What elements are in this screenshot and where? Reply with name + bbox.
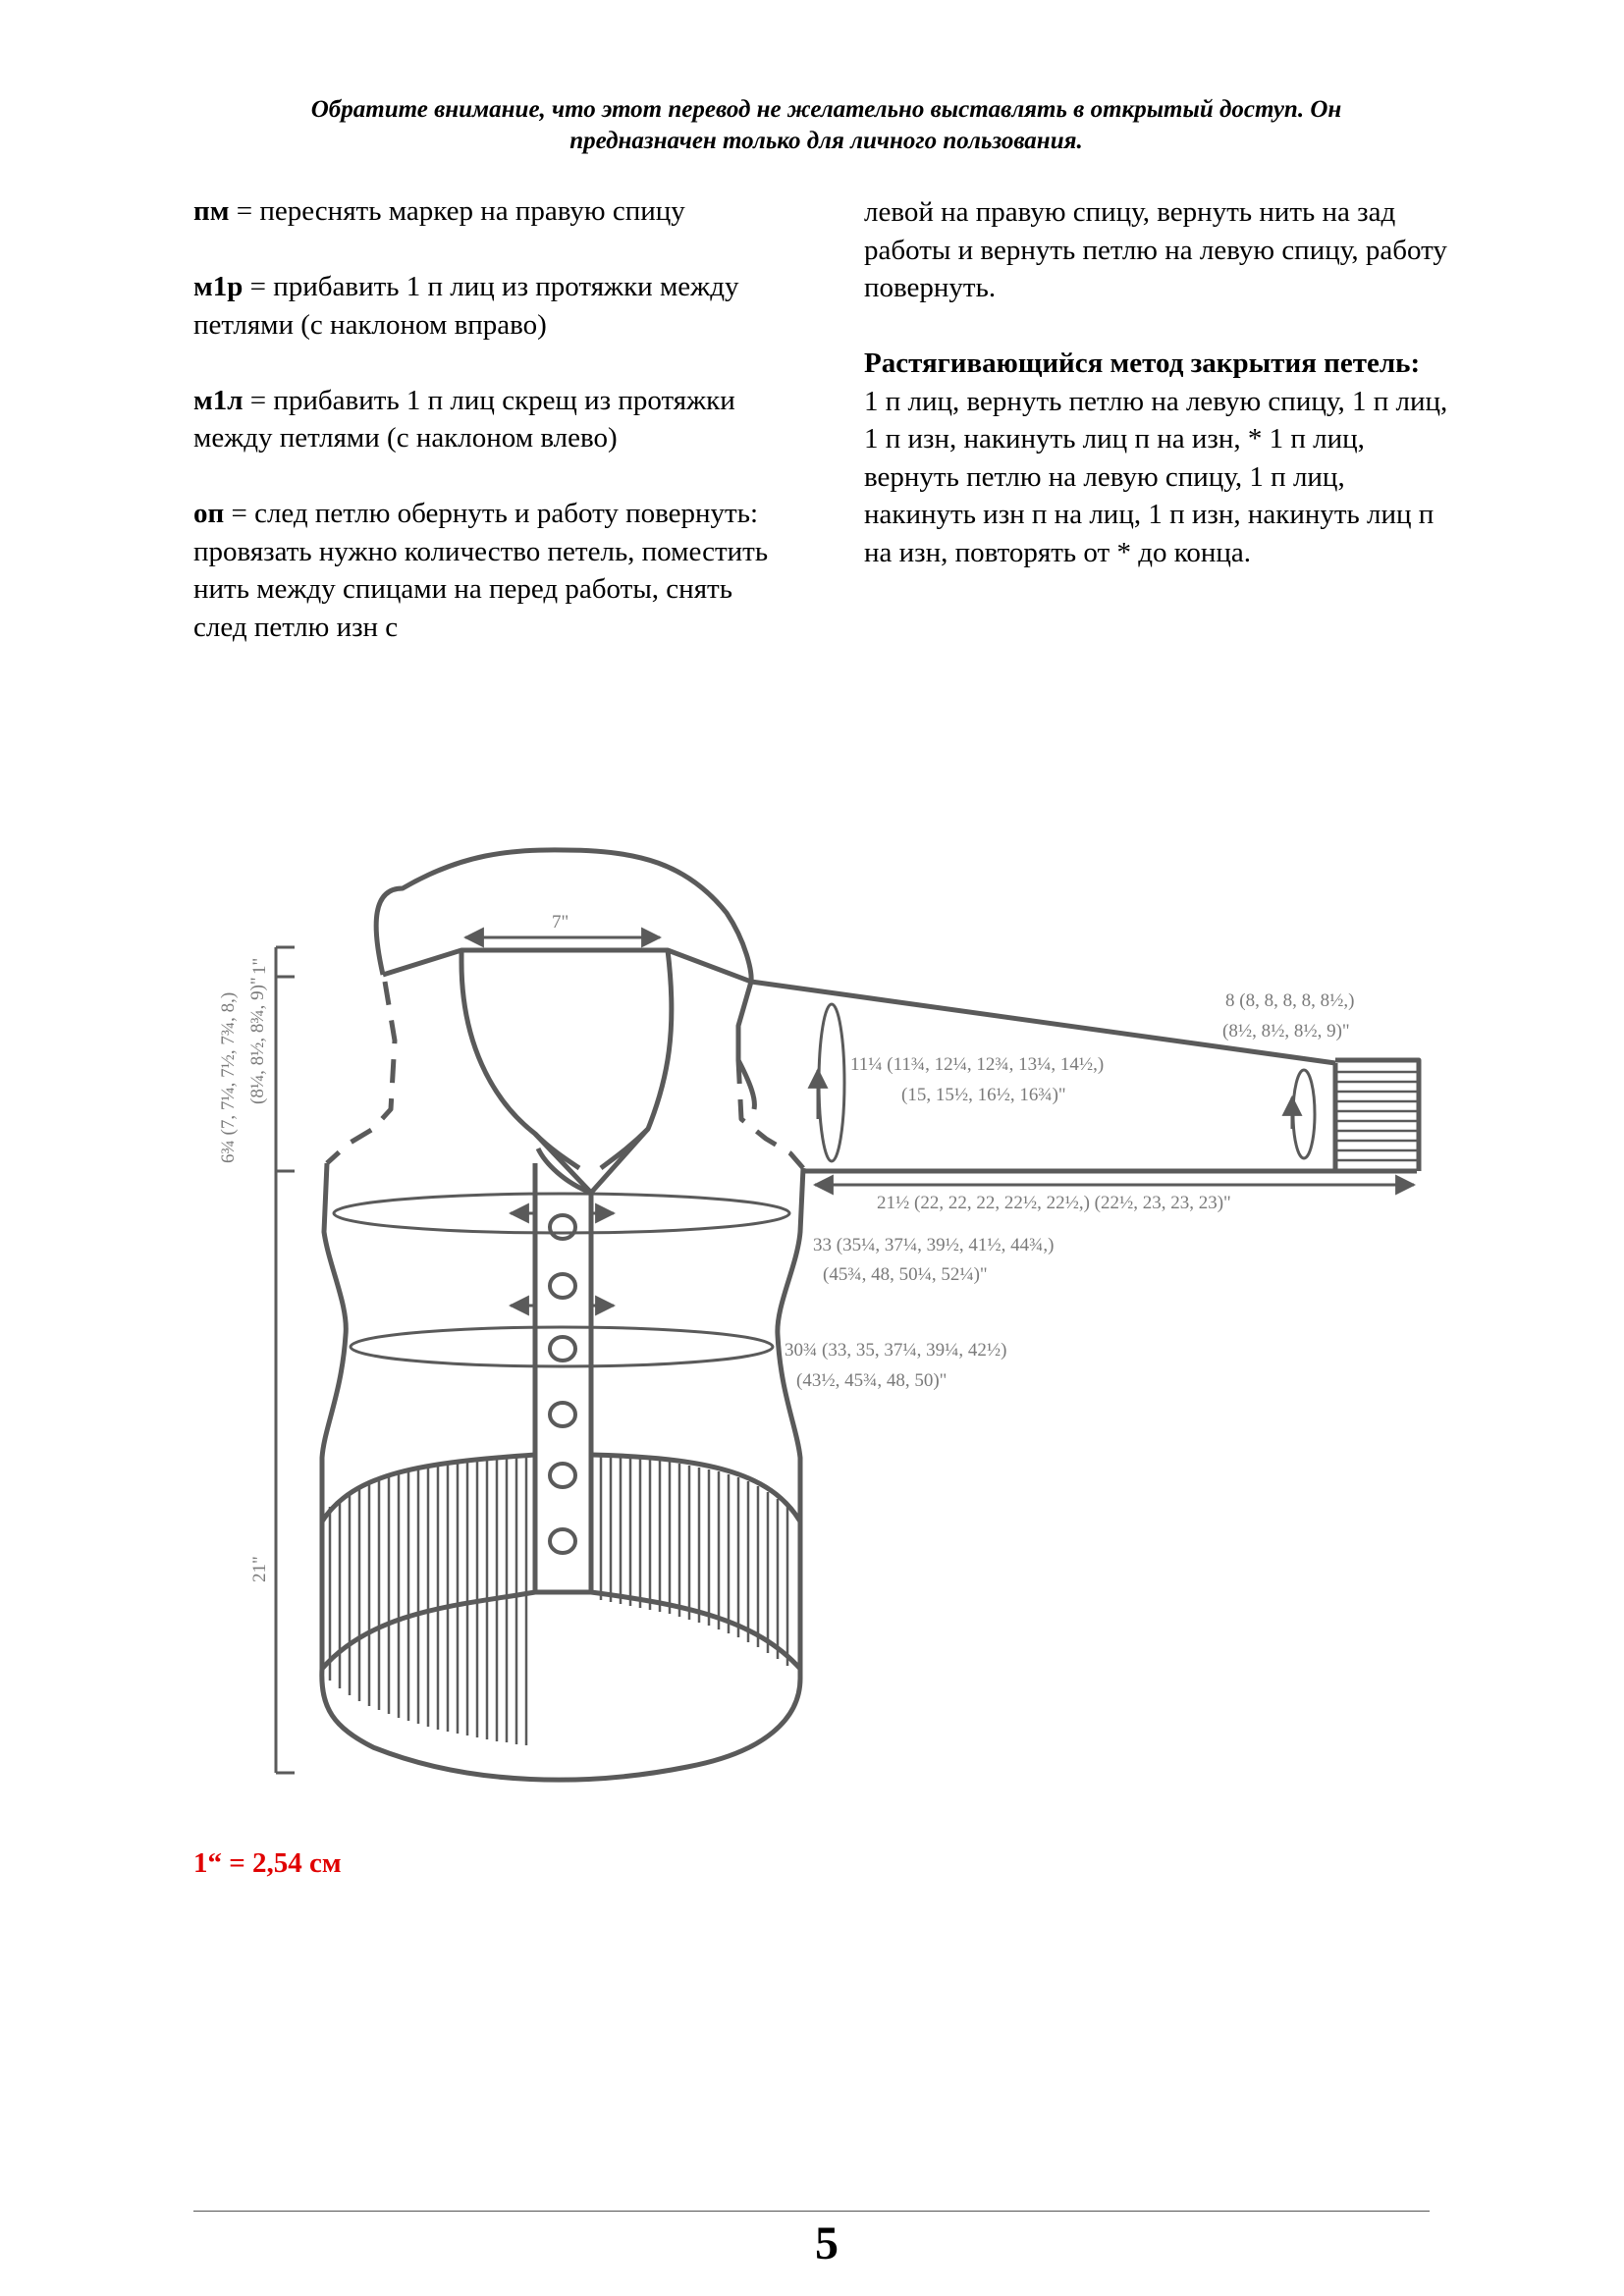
notice-line-2: предназначен только для личного пользования. xyxy=(569,128,1083,154)
abbr-entry-m1r xyxy=(193,268,787,344)
hood-outline xyxy=(376,850,751,982)
body-length-label: 21" xyxy=(249,1556,270,1582)
upper-arm-label-1: 11¼ (11¾, 12¼, 12¾, 13¼, 14½,) xyxy=(850,1054,1105,1075)
button xyxy=(550,1529,575,1553)
body-outline xyxy=(322,1163,803,1780)
buttons xyxy=(550,1215,575,1553)
collar-outline xyxy=(383,950,751,1193)
hood-width-label: 7" xyxy=(552,912,569,933)
button xyxy=(550,1215,575,1239)
abbr-term: пм xyxy=(193,195,230,227)
left-dim-1-label: 1" xyxy=(249,957,270,975)
abbreviations-right-column xyxy=(864,193,1453,610)
abbr-definition: = переснять маркер на правую спицу xyxy=(229,195,685,227)
cuff-ellipse xyxy=(1293,1070,1315,1158)
stretchy-bindoff-section xyxy=(864,345,1453,571)
chest-measure-ellipse xyxy=(334,1194,789,1233)
button xyxy=(550,1403,575,1426)
abbr-definition: = след петлю обернуть и работу повернуть: провязать нужно количество петель, поместить нить между спицами на перед работы, снять след петлю изн с xyxy=(193,498,769,643)
upper-arm-label-2: (15, 15½, 16½, 16¾)" xyxy=(901,1085,1066,1105)
abbr-entry-op xyxy=(193,495,787,646)
sleeve-length-label: 21½ (22, 22, 22, 22½, 22½,) (22½, 23, 23, 23)" xyxy=(877,1193,1231,1213)
page-number: 5 xyxy=(815,2217,839,2269)
stretchy-bindoff-heading: Растягивающийся метод закрытия петель: xyxy=(864,347,1421,379)
waist-label-1: 30¾ (33, 35, 37¼, 39¼, 42½) xyxy=(785,1340,1007,1361)
sleeve-outline xyxy=(751,982,1417,1171)
scale-note: 1“ = 2,54 см xyxy=(193,1847,342,1879)
abbr-term: м1р xyxy=(193,271,244,302)
hem-ribbing xyxy=(330,1455,787,1745)
chest-label-2: (45¾, 48, 50¼, 52¼)" xyxy=(823,1264,988,1285)
waist-measure-ellipse xyxy=(351,1327,773,1366)
wrap-turn-continuation: левой на правую спицу, вернуть нить на зад работы и вернуть петлю на левую спицу, работу повернуть. xyxy=(864,196,1447,303)
abbr-entry-pm xyxy=(193,192,787,231)
footer-divider xyxy=(193,2211,1430,2212)
abbreviations-left-column xyxy=(193,192,787,684)
button-band xyxy=(535,1163,591,1592)
abbr-definition: = прибавить 1 п лиц скрещ из протяжки между петлями (с наклоном влево) xyxy=(193,384,735,454)
button xyxy=(550,1464,575,1487)
upper-arm-ellipse xyxy=(819,1004,844,1161)
notice-line-1: Обратите внимание, что этот перевод не желательно выставлять в открытый доступ. Он xyxy=(310,96,1342,123)
abbr-term: м1л xyxy=(193,384,244,416)
abbr-term: оп xyxy=(193,498,225,529)
button xyxy=(550,1337,575,1361)
cuff-label-2: (8½, 8½, 8½, 9)" xyxy=(1222,1021,1350,1041)
waist-label-2: (43½, 45¾, 48, 50)" xyxy=(796,1370,947,1391)
cuff-ribbing xyxy=(1335,1072,1419,1160)
armhole-depth-label-1: 6¾ (7, 7¼, 7½, 7¾, 8,) xyxy=(218,991,239,1163)
chest-label-1: 33 (35¼, 37¼, 39½, 41½, 44¾,) xyxy=(813,1235,1055,1255)
stretchy-bindoff-body: 1 п лиц, вернуть петлю на левую спицу, 1 п лиц, 1 п изн, накинуть лиц п на изн, * 1 п лиц, вернуть петлю на левую спицу, 1 п лиц, накинуть изн п на лиц, 1 п изн, накинуть лиц п на изн, повторять от * до конца. xyxy=(864,385,1448,568)
abbr-entry-m1l xyxy=(193,382,787,457)
armhole-depth-label-2: (8¼, 8½, 8¾, 9)" xyxy=(247,977,268,1104)
abbr-definition: = прибавить 1 п лиц из протяжки между петлями (с наклоном вправо) xyxy=(193,271,739,341)
cuff-label-1: 8 (8, 8, 8, 8, 8½,) xyxy=(1225,990,1355,1011)
translation-notice xyxy=(147,94,1505,157)
button xyxy=(550,1274,575,1298)
